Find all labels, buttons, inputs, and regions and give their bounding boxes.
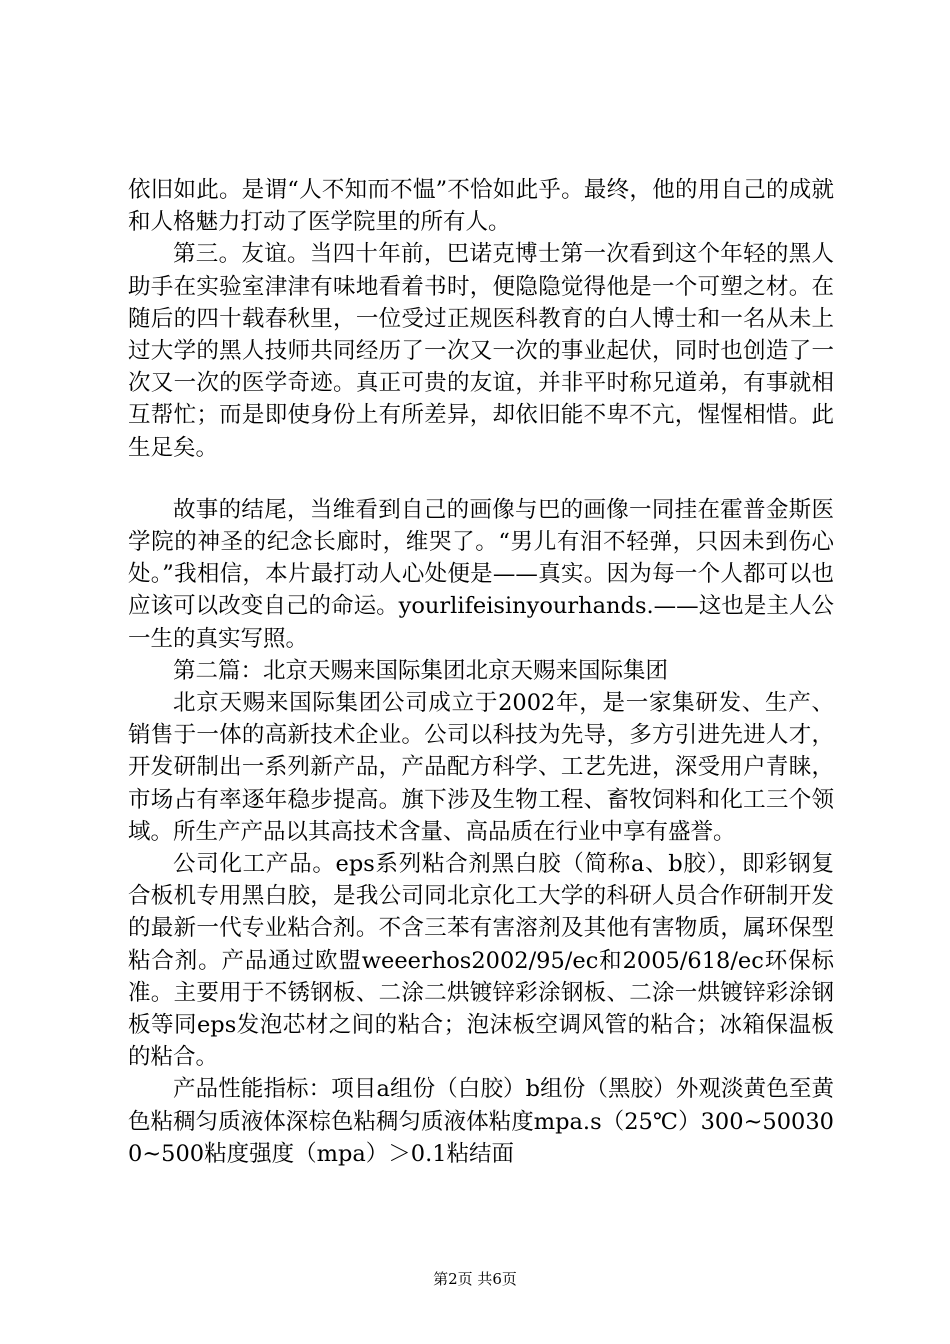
paragraph-ending: 故事的结尾，当维看到自己的画像与巴的画像一同挂在霍普金斯医学院的神圣的纪念长廊时，维哭了。“男儿有泪不轻弹，只因未到伤心处。”我相信，本片最打动人心处便是——真实。因为每一个人都可以也应该可以改变自己的命运。yourlifeisinyourhands.——这也是主人公一生的真实写照。 <box>128 496 834 652</box>
paragraph-continuation: 依旧如此。是谓“人不知而不愠”不恰如此乎。最终，他的用自己的成就和人格魅力打动了医学院里的所有人。 <box>128 177 834 236</box>
section-heading: 第二篇：北京天赐来国际集团北京天赐来国际集团 <box>173 657 669 684</box>
document-body <box>128 174 834 1170</box>
page-number-footer: 第2页 共6页 <box>433 1270 517 1288</box>
paragraph-performance-specs: 产品性能指标：项目a组份（白胶）b组份（黑胶）外观淡黄色至黄色粘稠匀质液体深棕色粘稠匀质液体粘度mpa.s（25℃）300~500300~500粘度强度（mpa）＞0.1粘结面 <box>128 1076 834 1167</box>
paragraph-chemical-products: 公司化工产品。eps系列粘合剂黑白胶（简称a、b胶），即彩钢复合板机专用黑白胶，是我公司同北京化工大学的科研人员合作研制开发的最新一代专业粘合剂。不含三苯有害溶剂及其他有害物质，属环保型粘合剂。产品通过欧盟weeerhos2002/95/ec和2005/618/ec环保标准。主要用于不锈钢板、二涂二烘镀锌彩涂钢板、二涂一烘镀锌彩涂钢板等同eps发泡芯材之间的粘合；泡沫板空调风管的粘合；冰箱保温板的粘合。 <box>128 851 834 1071</box>
paragraph-friendship: 第三。友谊。当四十年前，巴诺克博士第一次看到这个年轻的黑人助手在实验室津津有味地看着书时，便隐隐觉得他是一个可塑之材。在随后的四十载春秋里，一位受过正规医科教育的白人博士和一名从未上过大学的黑人技师共同经历了一次又一次的事业起伏，同时也创造了一次又一次的医学奇迹。真正可贵的友谊，并非平时称兄道弟，有事就相互帮忙；而是即使身份上有所差异，却依旧能不卑不亢，惺惺相惜。此生足矣。 <box>128 241 834 461</box>
paragraph-gap <box>128 464 834 494</box>
paragraph-company-intro: 北京天赐来国际集团公司成立于2002年，是一家集研发、生产、销售于一体的高新技术企业。公司以科技为先导，多方引进先进人才，开发研制出一系列新产品，产品配方科学、工艺先进，深受用户青睐，市场占有率逐年稳步提高。旗下涉及生物工程、畜牧饲料和化工三个领域。所生产产品以其高技术含量、高品质在行业中享有盛誉。 <box>128 690 834 845</box>
